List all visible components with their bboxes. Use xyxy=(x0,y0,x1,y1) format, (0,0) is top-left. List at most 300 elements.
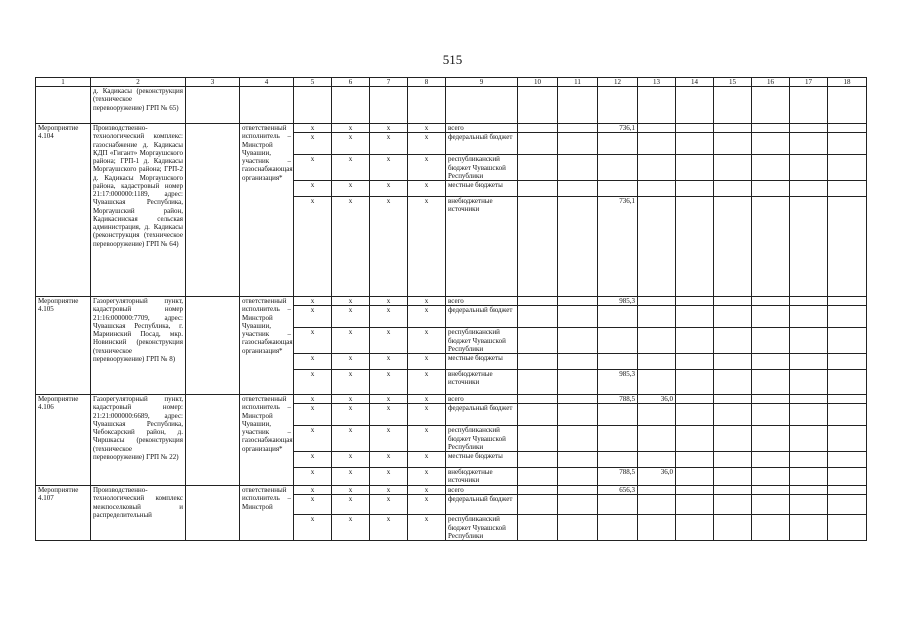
x-mark: x xyxy=(370,404,408,426)
empty-cell xyxy=(714,495,752,515)
value-col13 xyxy=(638,155,676,181)
empty-cell xyxy=(676,495,714,515)
empty-cell xyxy=(638,87,676,124)
empty-cell xyxy=(790,297,828,306)
empty-cell xyxy=(714,124,752,133)
value-col12: 788,5 xyxy=(598,395,638,404)
x-mark: x xyxy=(408,124,446,133)
value-col12 xyxy=(598,452,638,468)
x-mark: x xyxy=(408,468,446,486)
funding-source: федеральный бюджет xyxy=(446,495,518,515)
value-col13 xyxy=(638,306,676,328)
empty-cell xyxy=(676,515,714,541)
x-mark: x xyxy=(332,124,370,133)
x-mark: x xyxy=(408,426,446,452)
empty-cell xyxy=(676,197,714,297)
empty-cell xyxy=(676,306,714,328)
empty-cell xyxy=(752,124,790,133)
x-mark: x xyxy=(332,452,370,468)
empty-cell xyxy=(408,87,446,124)
empty-cell xyxy=(558,133,598,155)
empty-cell xyxy=(518,297,558,306)
empty-cell xyxy=(714,515,752,541)
value-col13 xyxy=(638,354,676,370)
empty-cell xyxy=(714,297,752,306)
funding-source: местные бюджеты xyxy=(446,181,518,197)
empty-cell xyxy=(828,468,867,486)
empty-cell xyxy=(518,133,558,155)
empty-cell xyxy=(714,486,752,495)
value-col13 xyxy=(638,133,676,155)
value-col12 xyxy=(598,426,638,452)
x-mark: x xyxy=(370,486,408,495)
empty-cell xyxy=(752,515,790,541)
x-mark: x xyxy=(294,181,332,197)
header-cell: 9 xyxy=(446,78,518,87)
header-cell: 6 xyxy=(332,78,370,87)
x-mark: x xyxy=(408,197,446,297)
value-col13 xyxy=(638,370,676,395)
x-mark: x xyxy=(332,468,370,486)
empty-cell xyxy=(714,354,752,370)
header-cell: 13 xyxy=(638,78,676,87)
activity-name: Газорегуляторный пункт, кадастровый номер 21:16:000000:7709, адрес: Чувашская Республика, г. Мариинский Посад, мкр. Новинский (реконструкция (техническое перевооружение) ГРП № 8) xyxy=(91,297,186,395)
x-mark: x xyxy=(408,452,446,468)
funding-source: республиканский бюджет Чувашской Республики xyxy=(446,328,518,354)
x-mark: x xyxy=(370,181,408,197)
value-col13: 36,0 xyxy=(638,468,676,486)
empty-cell xyxy=(828,328,867,354)
empty-cell xyxy=(752,395,790,404)
empty-cell xyxy=(752,155,790,181)
funding-source: республиканский бюджет Чувашской Республики xyxy=(446,426,518,452)
empty-cell xyxy=(558,297,598,306)
x-mark: x xyxy=(332,133,370,155)
empty-cell xyxy=(558,486,598,495)
value-col12 xyxy=(598,515,638,541)
x-mark: x xyxy=(294,370,332,395)
empty-cell xyxy=(676,328,714,354)
x-mark: x xyxy=(294,468,332,486)
empty-cell xyxy=(828,181,867,197)
funding-source: федеральный бюджет xyxy=(446,306,518,328)
empty-cell xyxy=(518,124,558,133)
empty-cell xyxy=(558,495,598,515)
value-col13 xyxy=(638,495,676,515)
empty-cell xyxy=(518,486,558,495)
empty-cell xyxy=(714,155,752,181)
empty-cell xyxy=(518,354,558,370)
value-col12: 985,3 xyxy=(598,297,638,306)
empty-cell xyxy=(558,124,598,133)
empty-cell xyxy=(558,181,598,197)
empty-cell xyxy=(518,404,558,426)
budget-table xyxy=(35,77,867,541)
empty-cell xyxy=(790,181,828,197)
activity-name: Производственно-технологический комплекс: газоснабжение д. Кадикасы КДП «Гигант» Моргаушского района; ГРП-1 д. Кадикасы Моргаушского района; ГРП-2 д. Кадикасы Моргаушского района, кадастровый номер 21:17:000000:1189, адрес: Чувашская Республика, Моргаушский район, Кадикасинская сельская администрация, д. Кадикасы (реконструкция (техническое перевооружение) ГРП № 64) xyxy=(91,124,186,297)
table-row xyxy=(36,395,867,404)
header-cell: 16 xyxy=(752,78,790,87)
x-mark: x xyxy=(294,328,332,354)
activity-code: Мероприятие 4.105 xyxy=(36,297,91,395)
empty-cell xyxy=(676,124,714,133)
header-cell: 12 xyxy=(598,78,638,87)
empty-cell xyxy=(518,155,558,181)
empty-cell xyxy=(558,426,598,452)
x-mark: x xyxy=(332,370,370,395)
empty-cell xyxy=(676,354,714,370)
empty-cell xyxy=(752,370,790,395)
empty-cell xyxy=(558,197,598,297)
empty-cell xyxy=(790,404,828,426)
empty-cell xyxy=(828,197,867,297)
x-mark: x xyxy=(332,486,370,495)
empty-cell xyxy=(790,197,828,297)
empty-cell xyxy=(186,124,240,297)
empty-cell xyxy=(518,181,558,197)
funding-source: внебюджетные источники xyxy=(446,370,518,395)
header-row xyxy=(36,78,867,87)
empty-cell xyxy=(518,468,558,486)
activity-executor: ответственный исполнитель – Минстрой xyxy=(240,486,294,541)
funding-source: всего xyxy=(446,297,518,306)
empty-cell xyxy=(828,155,867,181)
empty-cell xyxy=(558,395,598,404)
x-mark: x xyxy=(408,370,446,395)
empty-cell xyxy=(676,452,714,468)
funding-source: внебюджетные источники xyxy=(446,468,518,486)
empty-cell xyxy=(828,306,867,328)
empty-cell xyxy=(240,87,294,124)
x-mark: x xyxy=(370,155,408,181)
table-row xyxy=(36,297,867,306)
x-mark: x xyxy=(332,181,370,197)
x-mark: x xyxy=(294,297,332,306)
x-mark: x xyxy=(370,306,408,328)
value-col12 xyxy=(598,306,638,328)
empty-cell xyxy=(752,181,790,197)
value-col12 xyxy=(598,354,638,370)
x-mark: x xyxy=(294,155,332,181)
x-mark: x xyxy=(370,124,408,133)
empty-cell xyxy=(714,328,752,354)
empty-cell xyxy=(790,155,828,181)
empty-cell xyxy=(828,495,867,515)
value-col12: 656,3 xyxy=(598,486,638,495)
empty-cell xyxy=(558,370,598,395)
empty-cell xyxy=(558,328,598,354)
empty-cell xyxy=(714,87,752,124)
activity-executor: ответственный исполнитель – Минстрой Чувашии, участник – газоснабжающая организация* xyxy=(240,124,294,297)
x-mark: x xyxy=(408,395,446,404)
x-mark: x xyxy=(370,468,408,486)
value-col12: 736,1 xyxy=(598,124,638,133)
empty-cell xyxy=(752,452,790,468)
value-col13 xyxy=(638,197,676,297)
x-mark: x xyxy=(332,404,370,426)
value-col13 xyxy=(638,124,676,133)
x-mark: x xyxy=(294,197,332,297)
empty-cell xyxy=(752,197,790,297)
activity-code: Мероприятие 4.104 xyxy=(36,124,91,297)
carry-over-row xyxy=(36,87,867,124)
x-mark: x xyxy=(370,395,408,404)
value-col13 xyxy=(638,404,676,426)
x-mark: x xyxy=(332,306,370,328)
empty-cell xyxy=(676,404,714,426)
empty-cell xyxy=(752,404,790,426)
value-col12 xyxy=(598,181,638,197)
activity-code: Мероприятие 4.106 xyxy=(36,395,91,486)
funding-source: всего xyxy=(446,395,518,404)
empty-cell xyxy=(828,452,867,468)
x-mark: x xyxy=(332,515,370,541)
x-mark: x xyxy=(294,452,332,468)
empty-cell xyxy=(828,395,867,404)
header-cell: 15 xyxy=(714,78,752,87)
activity-executor: ответственный исполнитель – Минстрой Чувашии, участник – газоснабжающая организация* xyxy=(240,395,294,486)
funding-source: местные бюджеты xyxy=(446,452,518,468)
empty-cell xyxy=(714,452,752,468)
x-mark: x xyxy=(370,197,408,297)
x-mark: x xyxy=(370,133,408,155)
empty-cell xyxy=(186,395,240,486)
funding-source: внебюджетные источники xyxy=(446,197,518,297)
empty-cell xyxy=(676,426,714,452)
value-col13 xyxy=(638,181,676,197)
x-mark: x xyxy=(332,155,370,181)
empty-cell xyxy=(752,297,790,306)
empty-cell xyxy=(186,87,240,124)
header-cell: 18 xyxy=(828,78,867,87)
value-col12 xyxy=(598,133,638,155)
empty-cell xyxy=(36,87,91,124)
empty-cell xyxy=(518,370,558,395)
value-col13 xyxy=(638,426,676,452)
x-mark: x xyxy=(408,515,446,541)
value-col13 xyxy=(638,452,676,468)
empty-cell xyxy=(828,486,867,495)
activity-code: Мероприятие 4.107 xyxy=(36,486,91,541)
empty-cell xyxy=(828,354,867,370)
empty-cell xyxy=(446,87,518,124)
empty-cell xyxy=(790,124,828,133)
empty-cell xyxy=(714,404,752,426)
x-mark: x xyxy=(370,328,408,354)
empty-cell xyxy=(790,495,828,515)
page-number: 515 xyxy=(442,52,463,67)
carry-over-name: д. Кадикасы (реконструкция (техническое перевооружение) ГРП № 65) xyxy=(91,87,186,124)
empty-cell xyxy=(558,515,598,541)
funding-source: всего xyxy=(446,486,518,495)
empty-cell xyxy=(714,395,752,404)
empty-cell xyxy=(518,426,558,452)
empty-cell xyxy=(752,133,790,155)
empty-cell xyxy=(558,404,598,426)
x-mark: x xyxy=(370,426,408,452)
empty-cell xyxy=(518,328,558,354)
empty-cell xyxy=(370,87,408,124)
x-mark: x xyxy=(294,133,332,155)
value-col13 xyxy=(638,515,676,541)
table-row xyxy=(36,486,867,495)
x-mark: x xyxy=(294,486,332,495)
empty-cell xyxy=(558,87,598,124)
empty-cell xyxy=(714,197,752,297)
empty-cell xyxy=(558,468,598,486)
x-mark: x xyxy=(332,354,370,370)
funding-source: местные бюджеты xyxy=(446,354,518,370)
x-mark: x xyxy=(294,306,332,328)
empty-cell xyxy=(790,370,828,395)
empty-cell xyxy=(714,306,752,328)
x-mark: x xyxy=(370,452,408,468)
empty-cell xyxy=(790,452,828,468)
empty-cell xyxy=(714,133,752,155)
value-col13 xyxy=(638,297,676,306)
header-cell: 17 xyxy=(790,78,828,87)
x-mark: x xyxy=(294,426,332,452)
empty-cell xyxy=(790,426,828,452)
empty-cell xyxy=(714,181,752,197)
value-col13 xyxy=(638,486,676,495)
empty-cell xyxy=(518,87,558,124)
empty-cell xyxy=(752,306,790,328)
value-col12: 788,5 xyxy=(598,468,638,486)
x-mark: x xyxy=(408,486,446,495)
empty-cell xyxy=(828,297,867,306)
header-cell: 1 xyxy=(36,78,91,87)
empty-cell xyxy=(828,426,867,452)
x-mark: x xyxy=(332,197,370,297)
empty-cell xyxy=(828,404,867,426)
empty-cell xyxy=(752,354,790,370)
header-cell: 10 xyxy=(518,78,558,87)
value-col12 xyxy=(598,495,638,515)
activity-name: Газорегуляторный пункт, кадастровый номер: 21:21:000000:6689, адрес: Чувашская Республика, Чебоксарский район, д. Чиршкасы (реконструкция (техническое перевооружение) ГРП № 22) xyxy=(91,395,186,486)
table-row xyxy=(36,124,867,133)
empty-cell xyxy=(558,452,598,468)
empty-cell xyxy=(714,468,752,486)
empty-cell xyxy=(518,452,558,468)
x-mark: x xyxy=(408,328,446,354)
empty-cell xyxy=(294,87,332,124)
x-mark: x xyxy=(370,495,408,515)
empty-cell xyxy=(752,486,790,495)
empty-cell xyxy=(790,486,828,495)
x-mark: x xyxy=(370,354,408,370)
empty-cell xyxy=(676,181,714,197)
header-cell: 5 xyxy=(294,78,332,87)
empty-cell xyxy=(676,297,714,306)
empty-cell xyxy=(790,87,828,124)
header-cell: 4 xyxy=(240,78,294,87)
empty-cell xyxy=(676,486,714,495)
empty-cell xyxy=(714,370,752,395)
x-mark: x xyxy=(332,426,370,452)
empty-cell xyxy=(518,515,558,541)
x-mark: x xyxy=(408,306,446,328)
empty-cell xyxy=(186,297,240,395)
value-col12 xyxy=(598,404,638,426)
empty-cell xyxy=(790,354,828,370)
empty-cell xyxy=(518,197,558,297)
empty-cell xyxy=(790,328,828,354)
empty-cell xyxy=(752,328,790,354)
activity-executor: ответственный исполнитель – Минстрой Чувашии, участник – газоснабжающая организация* xyxy=(240,297,294,395)
empty-cell xyxy=(828,515,867,541)
empty-cell xyxy=(332,87,370,124)
empty-cell xyxy=(186,486,240,541)
empty-cell xyxy=(598,87,638,124)
empty-cell xyxy=(752,87,790,124)
empty-cell xyxy=(790,133,828,155)
x-mark: x xyxy=(370,515,408,541)
x-mark: x xyxy=(294,515,332,541)
x-mark: x xyxy=(408,181,446,197)
header-cell: 2 xyxy=(91,78,186,87)
empty-cell xyxy=(676,155,714,181)
empty-cell xyxy=(676,87,714,124)
header-cell: 3 xyxy=(186,78,240,87)
x-mark: x xyxy=(332,395,370,404)
empty-cell xyxy=(518,395,558,404)
value-col13: 36,0 xyxy=(638,395,676,404)
x-mark: x xyxy=(294,354,332,370)
header-cell: 11 xyxy=(558,78,598,87)
empty-cell xyxy=(518,495,558,515)
x-mark: x xyxy=(370,297,408,306)
value-col13 xyxy=(638,328,676,354)
empty-cell xyxy=(676,133,714,155)
header-cell: 14 xyxy=(676,78,714,87)
funding-source: федеральный бюджет xyxy=(446,404,518,426)
empty-cell xyxy=(790,395,828,404)
empty-cell xyxy=(558,306,598,328)
empty-cell xyxy=(828,370,867,395)
x-mark: x xyxy=(294,124,332,133)
x-mark: x xyxy=(294,404,332,426)
x-mark: x xyxy=(408,495,446,515)
x-mark: x xyxy=(408,155,446,181)
x-mark: x xyxy=(294,495,332,515)
empty-cell xyxy=(828,124,867,133)
value-col12: 736,1 xyxy=(598,197,638,297)
empty-cell xyxy=(752,495,790,515)
x-mark: x xyxy=(408,297,446,306)
empty-cell xyxy=(790,468,828,486)
funding-source: республиканский бюджет Чувашской Республики xyxy=(446,155,518,181)
empty-cell xyxy=(828,133,867,155)
x-mark: x xyxy=(294,395,332,404)
empty-cell xyxy=(714,426,752,452)
empty-cell xyxy=(828,87,867,124)
empty-cell xyxy=(752,468,790,486)
funding-source: всего xyxy=(446,124,518,133)
header-cell: 8 xyxy=(408,78,446,87)
activity-name: Производственно-технологический комплекс межпоселковый и распределительный xyxy=(91,486,186,541)
header-cell: 7 xyxy=(370,78,408,87)
x-mark: x xyxy=(332,495,370,515)
x-mark: x xyxy=(408,354,446,370)
empty-cell xyxy=(558,354,598,370)
empty-cell xyxy=(790,306,828,328)
x-mark: x xyxy=(332,328,370,354)
empty-cell xyxy=(676,395,714,404)
value-col12 xyxy=(598,155,638,181)
x-mark: x xyxy=(408,133,446,155)
empty-cell xyxy=(676,370,714,395)
